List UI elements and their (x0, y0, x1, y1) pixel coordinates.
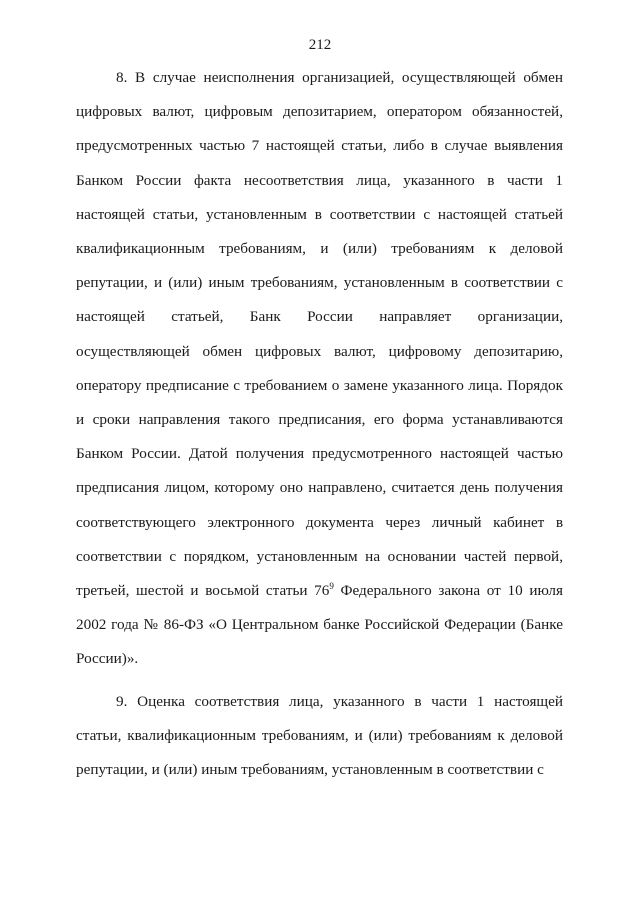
paragraph-9 (76, 685, 563, 788)
paragraph-8-text: 8. В случае неисполнения организацией, осуществляющей обмен цифровых валют, цифровым депозитарием, оператором обязанностей, предусмотренных частью 7 настоящей статьи, либо в случае выявления Банком России факта несоответствия лица, указанного в части 1 настоящей статьи, установленным в соответствии с настоящей статьей квалификационным требованиям, и (или) требованиям к деловой репутации, и (или) иным требованиям, установленным в соответствии с настоящей статьей, Банк России направляет организации, осуществляющей обмен цифровых валют, цифровому депозитарию, оператору предписание с требованием о замене указанного лица. Порядок и сроки направления такого предписания, его форма устанавливаются Банком России. Датой получения предусмотренного настоящей частью предписания лицом, которому оно направлено, считается день получения соответствующего электронного документа через личный кабинет в соответствии с порядком, установленным на основании частей первой, третьей, шестой и восьмой статьи 76 (76, 69, 563, 600)
page-number: 212 (308, 37, 332, 53)
paragraph-8-text-end: Федерального закона от 10 июля 2002 года № 86-ФЗ «О Центральном банке Российской Федерации (Банке России)». (76, 582, 563, 668)
paragraph-9-text: 9. Оценка соответствия лица, указанного в части 1 настоящей статьи, квалификационным требованиям, и (или) требованиям к деловой репутации, и (или) иным требованиям, установленным в соответствии с (76, 693, 563, 779)
paragraph-8 (76, 61, 563, 677)
article-superscript: 9 (329, 580, 334, 591)
